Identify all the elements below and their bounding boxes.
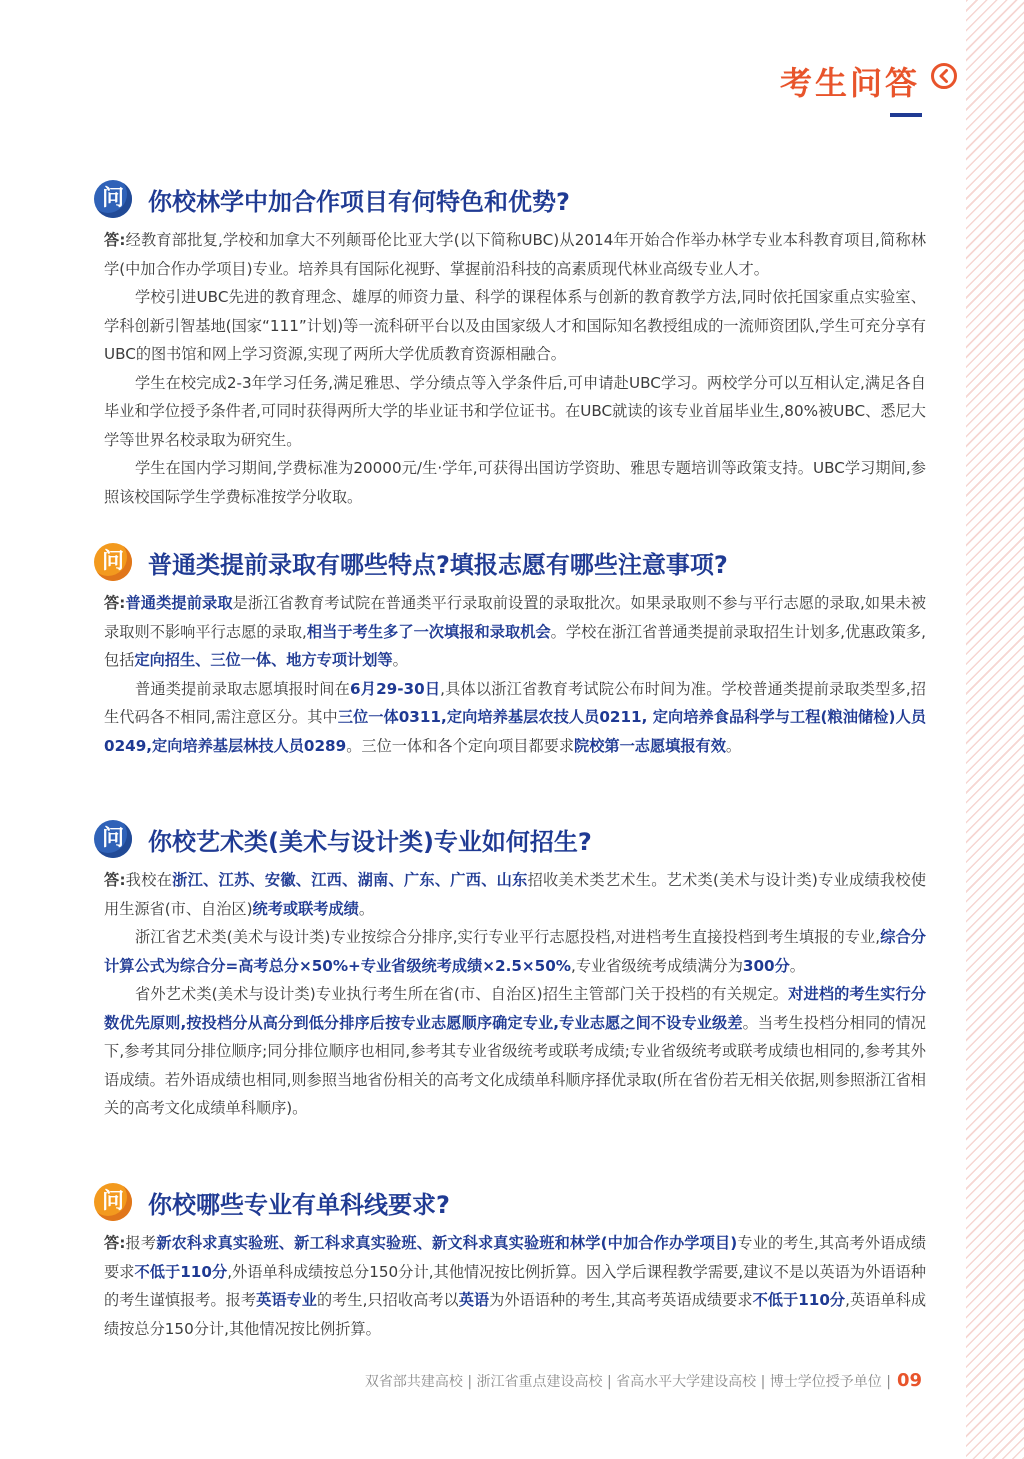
- chevron-left-icon: [930, 62, 958, 90]
- qa-section-art-admission: [94, 820, 926, 1123]
- highlight-text: 综合分计算公式为综合分=高考总分×50%+专业省级统考成绩×2.5×50%: [104, 928, 926, 975]
- highlight-text: 浙江、江苏、安徽、江西、湖南、广东、广西、山东: [172, 871, 528, 889]
- answer-paragraph: [104, 1229, 926, 1343]
- answer-text: 我校在: [125, 871, 173, 889]
- highlight-text: 院校第一志愿填报有效: [574, 736, 726, 755]
- qa-section-early-admission: [94, 543, 926, 760]
- answer-text: 为外语语种的考生,其高考英语成绩要求: [489, 1291, 753, 1309]
- decorative-stripe: [966, 0, 1024, 1459]
- answer-text: 报考: [125, 1234, 157, 1252]
- page-title: 考生问答: [779, 64, 920, 102]
- highlight-text: 三位一体0311,定向培养基层农技人员0211, 定向培养食品科学与工程(粮油储检)人员0249,定向培养基层林技人员0289: [104, 708, 927, 755]
- question-badge: 问: [94, 543, 132, 581]
- page-footer: [365, 1370, 922, 1391]
- page-number: 09: [896, 1370, 922, 1391]
- highlight-text: 新农科求真实验班、新工科求真实验班、新文科求真实验班和林学(中加合作办学项目): [156, 1234, 738, 1252]
- answer-label: 答:: [104, 594, 126, 612]
- answer-label: 答:: [104, 871, 126, 889]
- highlight-text: 相当于考生多了一次填报和录取机会: [306, 622, 551, 641]
- answer-text: 。: [725, 736, 742, 755]
- answer-text: ,外语单科成绩按总分150分计,其他情况按比例折算。因入学后课程教学需要,建议不是以英语为外语语种的考生谨慎报考。报考: [104, 1262, 926, 1309]
- title-underline: [890, 113, 922, 117]
- answer-text: 专业的考生,其高考外语成绩要求: [104, 1234, 927, 1281]
- question-header: [94, 1183, 926, 1229]
- answer-text: 是浙江省教育考试院在普通类平行录取前设置的录取批次。如果录取则不参与平行志愿的录取,如果未被录取则不影响平行志愿的录取,: [104, 594, 927, 641]
- answer-paragraph: [104, 226, 926, 283]
- question-badge: 问: [94, 820, 132, 858]
- question-badge: 问: [94, 1183, 132, 1221]
- answer-paragraph: [104, 980, 926, 1123]
- footer-text: 双省部共建高校 | 浙江省重点建设高校 | 省高水平大学建设高校 | 博士学位授予单位 |: [364, 1374, 891, 1390]
- answer-text: 省外艺术类(美术与设计类)专业执行考生所在省(市、自治区)招生主管部门关于投档的有关规定。: [135, 985, 789, 1003]
- answer-text: ,具体以浙江省教育考试院公布时间为准。学校普通类提前录取类型多,招生代码各不相同,需注意区分。其中: [104, 679, 926, 726]
- qa-section-single-subject: [94, 1183, 926, 1343]
- highlight-text: 英语: [458, 1291, 490, 1309]
- answer-paragraph: 学生在校完成2-3年学习任务,满足雅思、学分绩点等入学条件后,可申请赴UBC学习。两校学分可以互相认定,满足各自毕业和学位授予条件者,可同时获得两所大学的毕业证书和学位证书。在UBC就读的该专业首届毕业生,80%被UBC、悉尼大学等世界名校录取为研究生。: [104, 373, 926, 449]
- answer-text: ,专业省级统考成绩满分为: [571, 956, 743, 975]
- answer-paragraph: [104, 589, 926, 675]
- highlight-text: 定向招生、三位一体、地方专项计划等: [134, 651, 393, 669]
- answer-text: 。: [789, 956, 805, 975]
- question-header: [94, 543, 926, 589]
- question-badge: 问: [94, 180, 132, 218]
- answer-text: ,英语单科成绩按总分150分计,其他情况按比例折算。: [104, 1291, 927, 1338]
- answer-paragraph: [104, 923, 926, 980]
- question-title: 你校哪些专业有单科线要求?: [148, 1191, 450, 1219]
- answer-text: 。: [358, 899, 375, 918]
- answer-paragraph: 学校引进UBC先进的教育理念、雄厚的师资力量、科学的课程体系与创新的教育教学方法,同时依托国家重点实验室、学科创新引智基地(国家“111”计划)等一流科研平台以及由国家级人才和国际知名教授组成的一流师资团队,学生可充分享有UBC的图书馆和网上学习资源,实现了两所大学优质教育资源相融合。: [104, 288, 926, 363]
- qa-section-forestry: [94, 180, 926, 511]
- highlight-text: 6月29-30日: [349, 679, 441, 698]
- answer-text: 浙江省艺术类(美术与设计类)专业按综合分排序,实行专业平行志愿投档,对进档考生直接投档到考生填报的专业,: [135, 928, 881, 946]
- highlight-text: 不低于110分: [134, 1262, 228, 1281]
- question-header: [94, 180, 926, 226]
- answer-text: 。三位一体和各个定向项目都要求: [346, 736, 574, 755]
- highlight-text: 对进档的考生实行分数优先原则,按投档分从高分到低分排序后按专业志愿顺序确定专业,专业志愿之间不设专业级差: [104, 985, 927, 1032]
- answer-text: 的考生,只招收高考以: [316, 1291, 459, 1309]
- answer-text: 。当考生投档分相同的情况下,参考其同分排位顺序;同分排位顺序也相同,参考其专业省级统考或联考成绩;专业省级统考或联考成绩也相同的,参考其外语成绩。若外语成绩也相同,则参照当地省份相关的高考文化成绩单科顺序择优录取(所在省份若无相关依据,则参照浙江省相关的高考文化成绩单科顺序)。: [104, 1013, 926, 1117]
- answer-paragraph: [104, 675, 926, 761]
- highlight-text: 英语专业: [256, 1291, 317, 1309]
- highlight-text: 不低于110分: [752, 1291, 846, 1309]
- answer-label: 答:: [104, 231, 126, 249]
- highlight-text: 普通类提前录取: [125, 594, 233, 612]
- answer-paragraph: 学生在国内学习期间,学费标准为20000元/生·学年,可获得出国访学资助、雅思专题培训等政策支持。UBC学习期间,参照该校国际学生学费标准按学分收取。: [104, 459, 926, 506]
- answer-text: 。学校在浙江省普通类提前录取招生计划多,优惠政策多,包括: [104, 622, 926, 669]
- question-title: 你校林学中加合作项目有何特色和优势?: [148, 188, 570, 216]
- answer-text: 。: [392, 651, 408, 669]
- answer-paragraph: [104, 866, 926, 923]
- highlight-text: 统考或联考成绩: [252, 899, 359, 918]
- answer-text: 招收美术类艺术生。艺术类(美术与设计类)专业成绩我校使用生源省(市、自治区): [104, 871, 927, 918]
- question-header: [94, 820, 926, 866]
- highlight-text: 300分: [742, 956, 790, 975]
- answer-label: 答:: [104, 1234, 126, 1252]
- question-title: 普通类提前录取有哪些特点?填报志愿有哪些注意事项?: [148, 551, 728, 579]
- answer-text: 经教育部批复,学校和加拿大不列颠哥伦比亚大学(以下简称UBC)从2014年开始合作举办林学专业本科教育项目,简称林学(中加合作办学项目)专业。培养具有国际化视野、掌握前沿科技的高素质现代林业高级专业人才。: [104, 231, 927, 278]
- answer-text: 普通类提前录取志愿填报时间在: [135, 679, 350, 698]
- question-title: 你校艺术类(美术与设计类)专业如何招生?: [148, 828, 592, 856]
